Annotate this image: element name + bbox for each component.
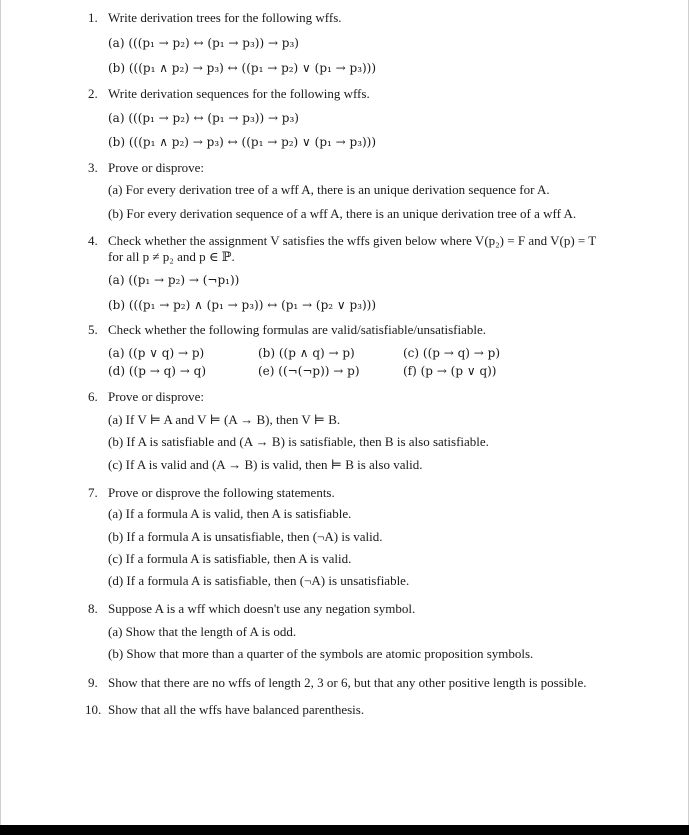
question-number: 2. (88, 86, 98, 101)
question-5f: (f) (p → (p ∨ q)) (403, 364, 497, 378)
question-number: 10. (85, 702, 102, 717)
question-6 (88, 389, 204, 405)
question-7c: (c) If a formula A is satisfiable, then A is valid. (108, 551, 352, 566)
question-number: 1. (88, 10, 98, 25)
question-4a: (a) ((p₁ → p₂) → (¬p₁)) (108, 273, 240, 287)
question-text: Write derivation sequences for the following wffs. (108, 86, 370, 101)
question-8 (88, 601, 415, 617)
question-text: Write derivation trees for the following wffs. (108, 10, 342, 25)
question-5a: (a) ((p ∨ q) → p) (108, 346, 205, 360)
question-text: Suppose A is a wff which doesn't use any negation symbol. (108, 601, 416, 616)
question-5b: (b) ((p ∧ q) → p) (258, 346, 355, 360)
question-number: 3. (88, 160, 98, 175)
question-8b: (b) Show that more than a quarter of the symbols are atomic proposition symbols. (108, 646, 534, 661)
question-1a: (a) (((p₁ → p₂) ↔ (p₁ → p₃)) → p₃) (108, 36, 299, 50)
question-7a: (a) If a formula A is valid, then A is satisfiable. (108, 506, 352, 521)
question-3a: (a) For every derivation tree of a wff A, there is an unique derivation sequence for A. (108, 182, 550, 197)
question-4b: (b) (((p₁ → p₂) ∧ (p₁ → p₃)) ↔ (p₁ → (p₂ ∨ p₃))) (108, 298, 377, 312)
question-text: Show that all the wffs have balanced parenthesis. (108, 702, 365, 717)
question-number: 6. (88, 389, 98, 404)
question-6c: (c) If A is valid and (A → B) is valid, then ⊨ B is also valid. (108, 457, 423, 472)
question-number: 4. (88, 233, 98, 248)
question-7 (88, 485, 335, 501)
question-number: 7. (88, 485, 98, 500)
question-number: 9. (88, 675, 98, 690)
question-5 (88, 322, 486, 338)
question-9 (88, 675, 587, 691)
question-2b: (b) (((p₁ ∧ p₂) → p₃) ↔ ((p₁ → p₂) ∨ (p₁ → p₃))) (108, 135, 377, 149)
question-5c: (c) ((p → q) → p) (403, 346, 501, 360)
question-2 (88, 86, 370, 102)
question-5e: (e) ((¬(¬p)) → p) (258, 364, 360, 378)
question-10 (85, 702, 364, 718)
question-7b: (b) If a formula A is unsatisfiable, then (¬A) is valid. (108, 529, 383, 544)
question-3 (88, 160, 204, 176)
question-number: 5. (88, 322, 98, 337)
question-8a: (a) Show that the length of A is odd. (108, 624, 297, 639)
question-4 (88, 233, 596, 249)
question-7d: (d) If a formula A is satisfiable, then (¬A) is unsatisfiable. (108, 573, 410, 588)
question-6a: (a) If V ⊨ A and V ⊨ (A → B), then V ⊨ B. (108, 412, 341, 427)
question-1 (88, 10, 342, 26)
question-text: Prove or disprove the following statements. (108, 485, 335, 500)
question-text: Check whether the following formulas are valid/satisfiable/unsatisfiable. (108, 322, 486, 337)
question-1b: (b) (((p₁ ∧ p₂) → p₃) ↔ ((p₁ → p₂) ∨ (p₁ → p₃))) (108, 61, 377, 75)
bottom-bar (0, 825, 689, 835)
question-2a: (a) (((p₁ → p₂) ↔ (p₁ → p₃)) → p₃) (108, 111, 299, 125)
question-3b: (b) For every derivation sequence of a wff A, there is an unique derivation tree of a wff A. (108, 206, 577, 221)
question-6b: (b) If A is satisfiable and (A → B) is satisfiable, then B is also satisfiable. (108, 434, 489, 449)
question-4-continued: for all p ≠ p₂ and p ∈ ℙ. (108, 249, 235, 264)
question-5d: (d) ((p → q) → q) (108, 364, 206, 378)
question-text: Prove or disprove: (108, 160, 205, 175)
question-text: Prove or disprove: (108, 389, 205, 404)
question-text: Check whether the assignment V satisfies the wffs given below where V(p₂) = F and V(p) = T (108, 233, 597, 248)
question-number: 8. (88, 601, 98, 616)
question-text: Show that there are no wffs of length 2, 3 or 6, but that any other positive length is possible. (108, 675, 587, 690)
